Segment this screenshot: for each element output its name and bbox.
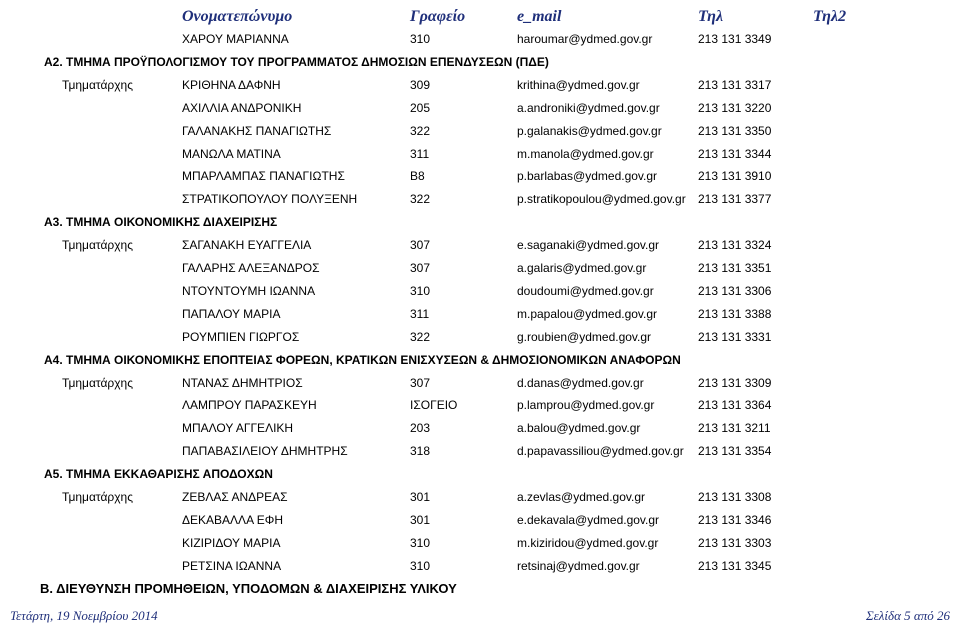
email-cell: d.danas@ydmed.gov.gr xyxy=(517,375,644,390)
phone-cell: 213 131 3351 xyxy=(698,261,772,275)
phone-cell: 213 131 3354 xyxy=(698,444,772,459)
list-item xyxy=(0,486,960,508)
section-title: Α2. ΤΜΗΜΑ ΠΡΟΫΠΟΛΟΓΙΣΜΟΥ ΤΟΥ ΠΡΟΓΡΑΜΜΑΤΟΣ ΔΗΜΟΣΙΩΝ ΕΠΕΝΔΥΣΕΩΝ (ΠΔΕ) xyxy=(44,54,549,69)
name-cell: ΛΑΜΠΡΟΥ ΠΑΡΑΣΚΕΥΗ xyxy=(182,398,317,413)
list-item xyxy=(0,532,960,554)
list-item xyxy=(0,509,960,531)
list-item xyxy=(0,234,960,256)
section-title: Β. ΔΙΕΥΘΥΝΣΗ ΠΡΟΜΗΘΕΙΩΝ, ΥΠΟΔΟΜΩΝ & ΔΙΑΧΕΙΡΙΣΗΣ ΥΛΙΚΟΥ xyxy=(40,580,457,596)
section-title: Α5. ΤΜΗΜΑ ΕΚΚΑΘΑΡΙΣΗΣ ΑΠΟΔΟΧΩΝ xyxy=(44,467,273,482)
list-item xyxy=(0,417,960,439)
header-office: Γραφείο xyxy=(410,8,466,25)
phone-cell: 213 131 3388 xyxy=(698,306,772,321)
name-cell: ΡΕΤΣΙΝΑ ΙΩΑΝΝΑ xyxy=(182,558,282,573)
list-item xyxy=(0,74,960,96)
phone-cell: 213 131 3331 xyxy=(698,329,772,344)
name-cell: ΝΤΑΝΑΣ ΔΗΜΗΤΡΙΟΣ xyxy=(182,375,303,390)
name-cell: ΧΑΡΟΥ ΜΑΡΙΑΝΝΑ xyxy=(182,32,289,46)
email-cell: m.kiziridou@ydmed.gov.gr xyxy=(517,535,659,550)
phone-cell: 213 131 3317 xyxy=(698,77,772,92)
list-item xyxy=(0,280,960,302)
phone-cell: 213 131 3220 xyxy=(698,100,772,115)
list-item xyxy=(0,120,960,142)
name-cell: ΝΤΟΥΝΤΟΥΜΗ ΙΩΑΝΝΑ xyxy=(182,283,316,298)
name-cell: ΣΑΓΑΝΑΚΗ ΕΥΑΓΓΕΛΙΑ xyxy=(182,238,312,253)
phone-cell: 213 131 3364 xyxy=(698,398,772,413)
email-cell: doudoumi@ydmed.gov.gr xyxy=(517,283,654,298)
office-cell: 311 xyxy=(410,146,430,161)
email-cell: p.stratikopoulou@ydmed.gov.gr xyxy=(517,192,686,207)
office-cell: 205 xyxy=(410,100,431,115)
name-cell: ΔΕΚΑΒΑΛΛΑ ΕΦΗ xyxy=(182,512,283,527)
office-cell: 310 xyxy=(410,558,431,573)
office-cell: 311 xyxy=(410,306,430,321)
name-cell: ΠΑΠΑΛΟΥ ΜΑΡΙΑ xyxy=(182,306,281,321)
office-cell: 301 xyxy=(410,512,431,527)
list-item xyxy=(0,372,960,394)
name-cell: ΜΑΝΩΛΑ ΜΑΤΙΝΑ xyxy=(182,146,281,161)
phone-cell: 213 131 3306 xyxy=(698,283,772,298)
office-cell: 318 xyxy=(410,444,431,459)
name-cell: ΣΤΡΑΤΙΚΟΠΟΥΛΟΥ ΠΟΛΥΞΕΝΗ xyxy=(182,192,358,207)
phone-cell: 213 131 3308 xyxy=(698,490,772,504)
email-cell: krithina@ydmed.gov.gr xyxy=(517,77,640,92)
office-cell: 310 xyxy=(410,535,431,550)
header-email: e_mail xyxy=(517,8,562,25)
email-cell: haroumar@ydmed.gov.gr xyxy=(517,32,653,46)
list-item xyxy=(0,188,960,210)
email-cell: d.papavassiliou@ydmed.gov.gr xyxy=(517,444,684,459)
role-cell: Τμηματάρχης xyxy=(62,238,133,253)
phone-cell: 213 131 3309 xyxy=(698,375,772,390)
office-cell: 310 xyxy=(410,283,431,298)
phone-cell: 213 131 3349 xyxy=(698,32,772,46)
email-cell: a.galaris@ydmed.gov.gr xyxy=(517,261,647,275)
name-cell: ΖΕΒΛΑΣ ΑΝΔΡΕΑΣ xyxy=(182,490,288,504)
phone-cell: 213 131 3346 xyxy=(698,512,772,527)
office-cell: 310 xyxy=(410,32,431,46)
office-cell: 307 xyxy=(410,375,431,390)
office-cell: Β8 xyxy=(410,169,425,184)
name-cell: ΚΡΙΘΗΝΑ ΔΑΦΝΗ xyxy=(182,77,281,92)
phone-cell: 213 131 3377 xyxy=(698,192,772,207)
page-footer xyxy=(0,608,960,628)
office-cell: 322 xyxy=(410,329,431,344)
role-cell: Τμηματάρχης xyxy=(62,375,133,390)
office-cell: 307 xyxy=(410,261,431,275)
footer-page-number: Σελίδα 5 από 26 xyxy=(865,608,950,623)
list-item xyxy=(0,303,960,325)
list-item xyxy=(0,97,960,119)
email-cell: a.androniki@ydmed.gov.gr xyxy=(517,100,660,115)
phone-cell: 213 131 3350 xyxy=(698,123,772,138)
role-cell: Τμηματάρχης xyxy=(62,77,133,92)
list-item xyxy=(0,143,960,165)
phone-cell: 213 131 3324 xyxy=(698,238,772,253)
list-item xyxy=(0,394,960,416)
email-cell: a.balou@ydmed.gov.gr xyxy=(517,421,641,436)
phone-cell: 213 131 3303 xyxy=(698,535,772,550)
office-cell: 309 xyxy=(410,77,431,92)
email-cell: p.barlabas@ydmed.gov.gr xyxy=(517,169,658,184)
email-cell: p.lamprou@ydmed.gov.gr xyxy=(517,398,655,413)
phone-cell: 213 131 3910 xyxy=(698,169,772,184)
name-cell: ΓΑΛΑΡΗΣ ΑΛΕΞΑΝΔΡΟΣ xyxy=(182,261,320,275)
office-cell: 307 xyxy=(410,238,431,253)
footer-date: Τετάρτη, 19 Νοεμβρίου 2014 xyxy=(10,608,158,623)
name-cell: ΜΠΑΡΛΑΜΠΑΣ ΠΑΝΑΓΙΩΤΗΣ xyxy=(182,169,345,184)
name-cell: ΠΑΠΑΒΑΣΙΛΕΙΟΥ ΔΗΜΗΤΡΗΣ xyxy=(182,444,348,459)
section-title: Α3. ΤΜΗΜΑ ΟΙΚΟΝΟΜΙΚΗΣ ΔΙΑΧΕΙΡΙΣΗΣ xyxy=(44,215,278,230)
phone-cell: 213 131 3211 xyxy=(698,421,771,436)
role-cell: Τμηματάρχης xyxy=(62,490,133,504)
list-item xyxy=(0,326,960,348)
email-cell: m.papalou@ydmed.gov.gr xyxy=(517,306,658,321)
list-item xyxy=(0,257,960,279)
office-cell: 301 xyxy=(410,490,431,504)
email-cell: e.saganaki@ydmed.gov.gr xyxy=(517,238,660,253)
header-name: Ονοματεπώνυμο xyxy=(182,8,293,25)
name-cell: ΚΙΖΙΡΙΔΟΥ ΜΑΡΙΑ xyxy=(182,535,281,550)
header-phone: Τηλ xyxy=(698,8,724,25)
section-title: Α4. ΤΜΗΜΑ ΟΙΚΟΝΟΜΙΚΗΣ ΕΠΟΠΤΕΙΑΣ ΦΟΡΕΩΝ, ΚΡΑΤΙΚΩΝ ΕΝΙΣΧΥΣΕΩΝ & ΔΗΜΟΣΙΟΝΟΜΙΚΩΝ ΑΝΑΦΟΡΩΝ xyxy=(44,352,681,367)
phone-cell: 213 131 3345 xyxy=(698,558,772,573)
office-cell: ΙΣΟΓΕΙΟ xyxy=(410,398,458,413)
list-item xyxy=(0,440,960,462)
email-cell: a.zevlas@ydmed.gov.gr xyxy=(517,490,646,504)
list-item xyxy=(0,28,960,50)
email-cell: g.roubien@ydmed.gov.gr xyxy=(517,329,652,344)
email-cell: p.galanakis@ydmed.gov.gr xyxy=(517,123,662,138)
email-cell: m.manola@ydmed.gov.gr xyxy=(517,146,654,161)
list-item xyxy=(0,165,960,187)
office-cell: 322 xyxy=(410,192,431,207)
name-cell: ΓΑΛΑΝΑΚΗΣ ΠΑΝΑΓΙΩΤΗΣ xyxy=(182,123,332,138)
list-item xyxy=(0,555,960,577)
phone-cell: 213 131 3344 xyxy=(698,146,772,161)
name-cell: ΡΟΥΜΠΙΕΝ ΓΙΩΡΓΟΣ xyxy=(182,329,300,344)
email-cell: e.dekavala@ydmed.gov.gr xyxy=(517,512,660,527)
office-cell: 203 xyxy=(410,421,431,436)
header-phone2: Τηλ2 xyxy=(813,8,847,25)
name-cell: ΑΧΙΛΛΙΑ ΑΝΔΡΟΝΙΚΗ xyxy=(182,100,302,115)
email-cell: retsinaj@ydmed.gov.gr xyxy=(517,558,640,573)
name-cell: ΜΠΑΛΟΥ ΑΓΓΕΛΙΚΗ xyxy=(182,421,294,436)
office-cell: 322 xyxy=(410,123,431,138)
